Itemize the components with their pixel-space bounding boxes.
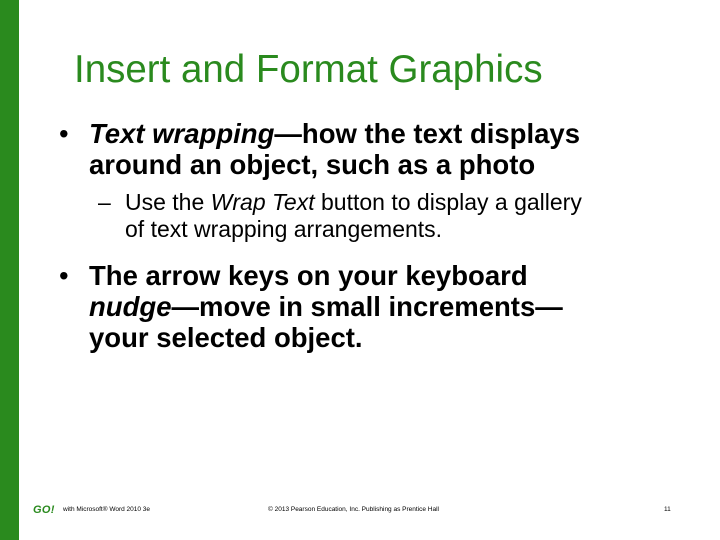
slide-title: Insert and Format Graphics (74, 48, 543, 91)
bullet-symbol: • (59, 118, 69, 149)
sub-bullet-wrap-text (98, 189, 582, 243)
sub-bullet-symbol: – (98, 189, 111, 215)
sub-bullet-line (125, 189, 582, 216)
sub-bullet-term: Wrap Text (210, 189, 315, 215)
bullet-line: your selected object. (89, 322, 363, 353)
sub-bullet-line: of text wrapping arrangements. (125, 216, 443, 242)
bullet-line (89, 291, 563, 322)
footer-series: with Microsoft® Word 2010 3e (63, 506, 151, 513)
sub-bullet-text: button to display a gallery (314, 189, 582, 215)
footer-page-number: 11 (664, 506, 671, 513)
bullet-arrow-keys (59, 260, 563, 353)
bullet-line (89, 118, 580, 149)
bullet-line: around an object, such as a photo (89, 149, 536, 180)
bullet-line: The arrow keys on your keyboard (89, 260, 528, 291)
footer-copyright: © 2013 Pearson Education, Inc. Publishing as Prentice Hall (268, 506, 439, 513)
bullet-term: Text wrapping (89, 118, 275, 149)
sub-bullet-text: Use the (125, 189, 211, 215)
bullet-text: —move in small increments— (171, 291, 563, 322)
bullet-text: —how the text displays (274, 118, 581, 149)
bullet-symbol: • (59, 260, 69, 291)
bullet-text-wrapping (59, 118, 581, 180)
accent-side-bar (0, 0, 19, 540)
go-logo: GO! (33, 504, 55, 516)
bullet-term: nudge (89, 291, 172, 322)
